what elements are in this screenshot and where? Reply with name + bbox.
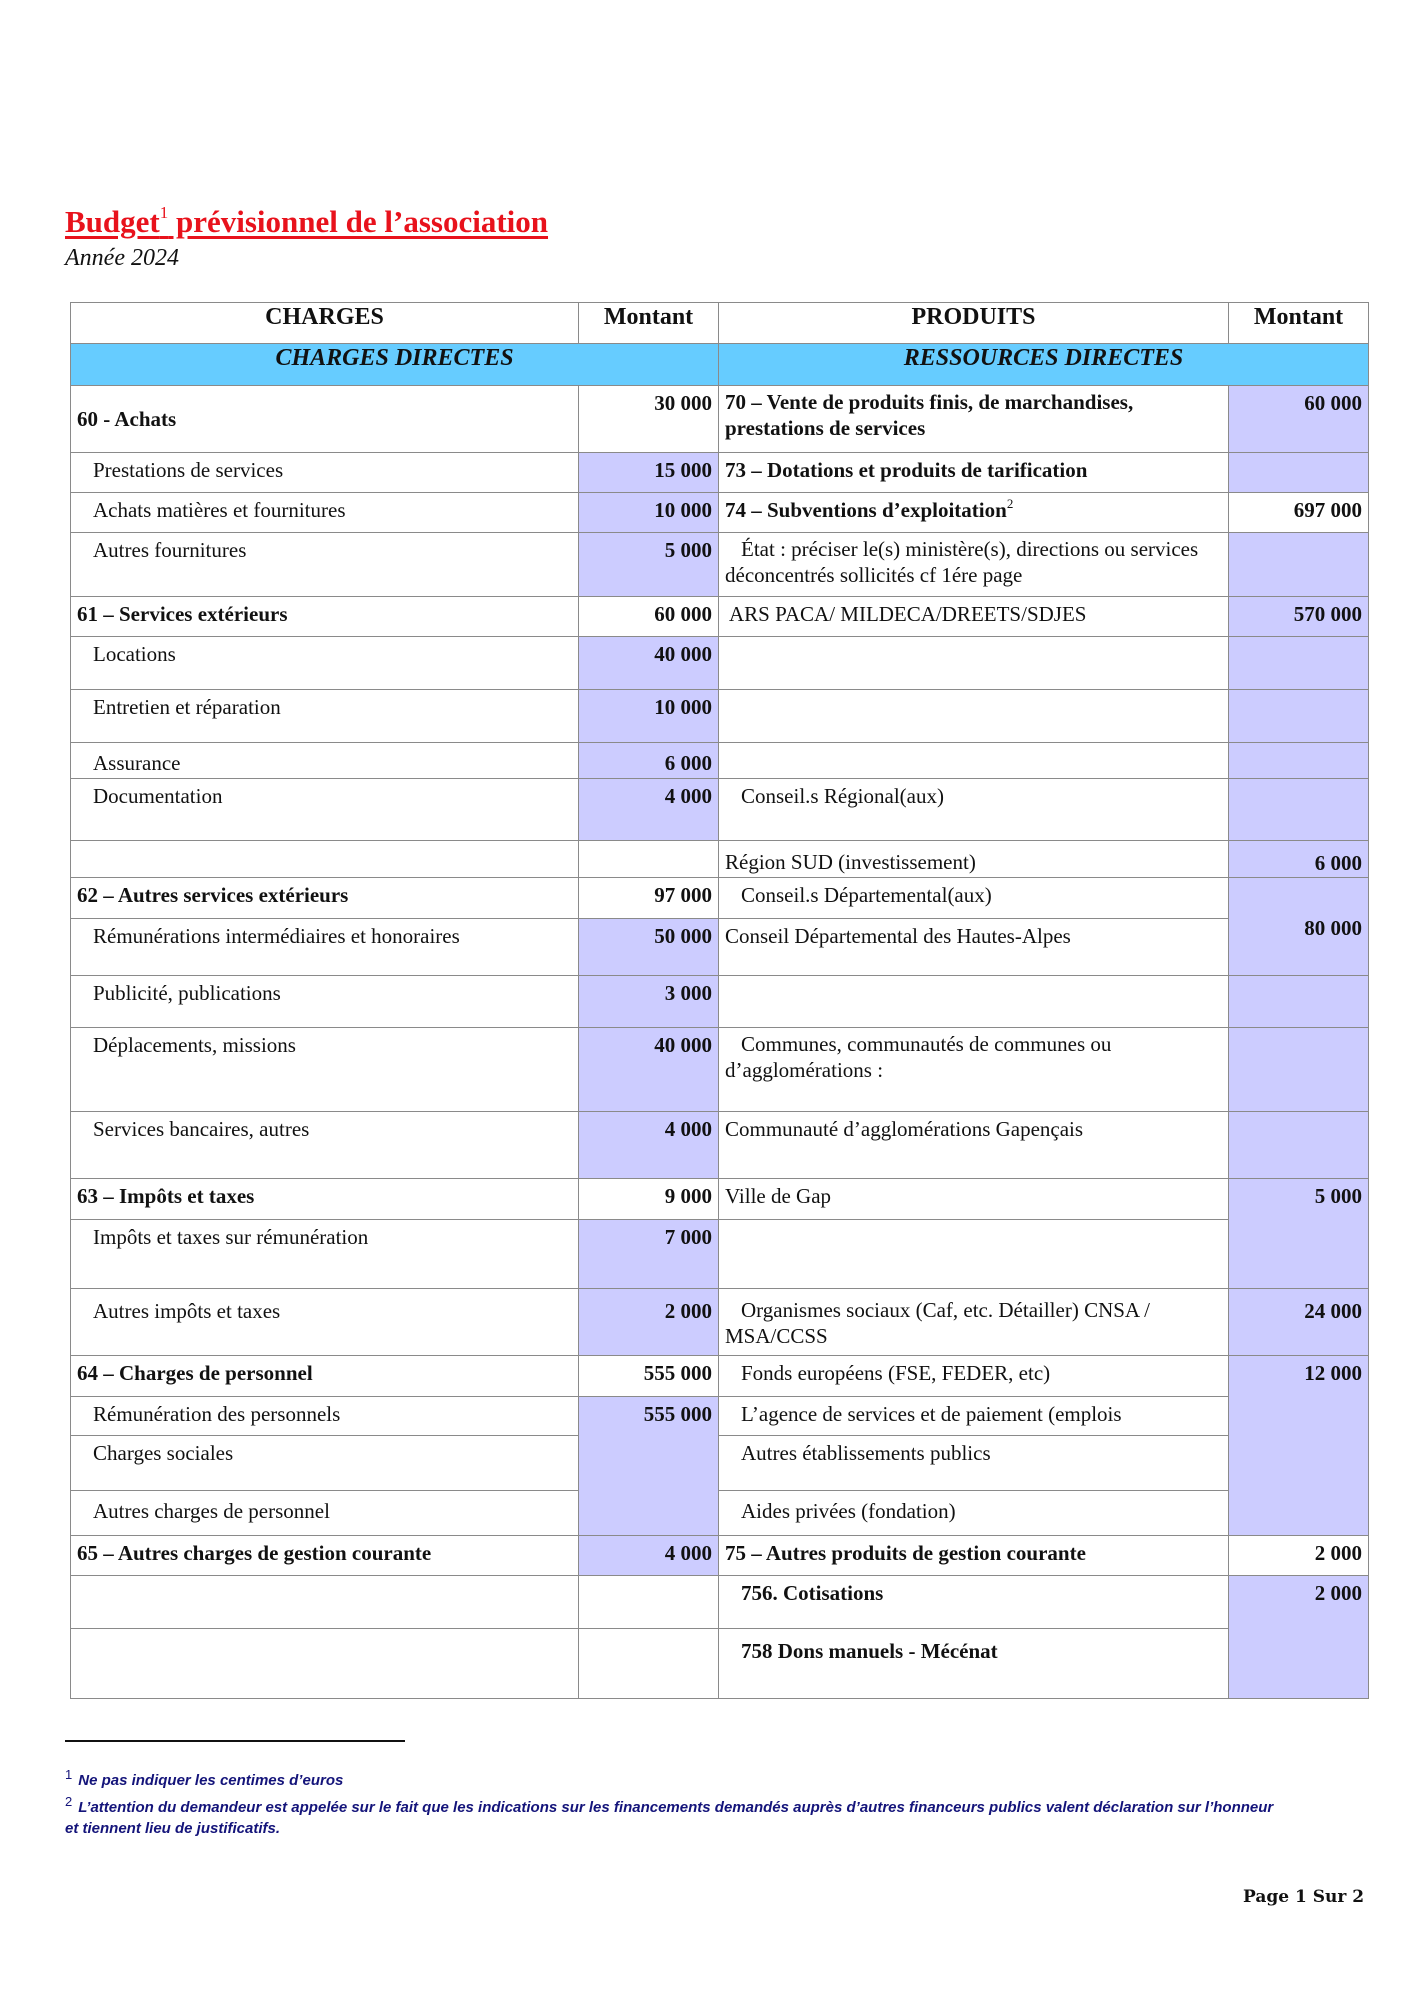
section-charges-directes: CHARGES DIRECTES <box>71 344 719 386</box>
charge-label: Autres fournitures <box>71 533 579 597</box>
produit-amount[interactable] <box>1229 453 1369 493</box>
charge-amount[interactable]: 5 000 <box>579 533 719 597</box>
produit-label: Communauté d’agglomérations Gapençais <box>719 1112 1229 1179</box>
produit-label: 756. Cotisations <box>719 1576 1229 1629</box>
produit-label: L’agence de services et de paiement (emplois <box>719 1397 1229 1436</box>
produit-amount[interactable] <box>1229 779 1369 841</box>
table-row <box>71 1179 1369 1220</box>
charge-label: Charges sociales <box>71 1436 579 1491</box>
table-row <box>71 1289 1369 1356</box>
charge-label: Rémunération des personnels <box>71 1397 579 1436</box>
produit-label: Aides privées (fondation) <box>719 1491 1229 1536</box>
table-row <box>71 1220 1369 1289</box>
footnote-2 <box>65 1794 1274 1818</box>
footnote-1 <box>65 1767 344 1791</box>
charge-label: Rémunérations intermédiaires et honoraires <box>71 919 579 976</box>
header-produits-montant: Montant <box>1229 303 1369 344</box>
table-row <box>71 1112 1369 1179</box>
document-title <box>65 204 548 240</box>
produit-label: 70 – Vente de produits finis, de marchandises, prestations de services <box>719 386 1229 453</box>
produit-amount[interactable] <box>1229 976 1369 1028</box>
footnote-1-text: Ne pas indiquer les centimes d’euros <box>78 1772 344 1789</box>
table-row <box>71 690 1369 743</box>
charge-amount[interactable] <box>579 1629 719 1699</box>
charge-label[interactable] <box>71 841 579 878</box>
charge-amount[interactable]: 30 000 <box>579 386 719 453</box>
produit-label: Conseil Départemental des Hautes-Alpes <box>719 919 1229 976</box>
produit-amount[interactable]: 6 000 <box>1229 841 1369 878</box>
produit-label: Fonds européens (FSE, FEDER, etc) <box>719 1356 1229 1397</box>
produit-amount[interactable]: 24 000 <box>1229 1289 1369 1356</box>
produit-label-text: 74 – Subventions d’exploitation <box>725 498 1007 522</box>
produit-label[interactable] <box>719 637 1229 690</box>
table-row <box>71 841 1369 878</box>
charge-label: Assurance <box>71 743 579 779</box>
table-row <box>71 878 1369 919</box>
table-row <box>71 743 1369 779</box>
table-row <box>71 1576 1369 1629</box>
charge-label: 62 – Autres services extérieurs <box>71 878 579 919</box>
table-row <box>71 919 1369 976</box>
charge-label: 61 – Services extérieurs <box>71 597 579 637</box>
charge-label[interactable] <box>71 1576 579 1629</box>
budget-table <box>70 302 1369 1699</box>
produit-label: Communes, communautés de communes ou d’agglomérations : <box>719 1028 1229 1112</box>
charge-amount[interactable]: 555 000 <box>579 1356 719 1397</box>
charge-amount[interactable]: 2 000 <box>579 1289 719 1356</box>
produit-label: Ville de Gap <box>719 1179 1229 1220</box>
table-row <box>71 779 1369 841</box>
charge-amount[interactable]: 40 000 <box>579 637 719 690</box>
table-row <box>71 976 1369 1028</box>
produit-label[interactable] <box>719 976 1229 1028</box>
section-ressources-directes: RESSOURCES DIRECTES <box>719 344 1369 386</box>
produit-label[interactable] <box>719 743 1229 779</box>
charge-label: Locations <box>71 637 579 690</box>
table-row <box>71 493 1369 533</box>
produit-amount[interactable]: 2 000 <box>1229 1576 1369 1699</box>
charge-label: Déplacements, missions <box>71 1028 579 1112</box>
title-footnote-ref[interactable]: 1 <box>159 203 169 222</box>
produit-amount[interactable] <box>1229 533 1369 597</box>
charge-label: 64 – Charges de personnel <box>71 1356 579 1397</box>
charge-amount[interactable]: 60 000 <box>579 597 719 637</box>
header-charges: CHARGES <box>71 303 579 344</box>
charge-label: Prestations de services <box>71 453 579 493</box>
produit-label[interactable] <box>719 690 1229 743</box>
produit-label: Conseil.s Départemental(aux) <box>719 878 1229 919</box>
charge-amount[interactable]: 50 000 <box>579 919 719 976</box>
produit-amount[interactable]: 12 000 <box>1229 1356 1369 1536</box>
produit-amount[interactable]: 80 000 <box>1229 878 1369 976</box>
table-row <box>71 1397 1369 1436</box>
charge-label: Autres impôts et taxes <box>71 1289 579 1356</box>
charge-amount[interactable] <box>579 841 719 878</box>
produit-amount[interactable] <box>1229 637 1369 690</box>
charge-label: Autres charges de personnel <box>71 1491 579 1536</box>
footnote-2-text: L’attention du demandeur est appelée sur le fait que les indications sur les financements demandés auprès d’autres financeurs publics valent déclaration sur l’honneur <box>78 1799 1274 1816</box>
charge-label: Achats matières et fournitures <box>71 493 579 533</box>
title-rest: prévisionnel de l’association <box>168 204 549 239</box>
charge-amount[interactable]: 10 000 <box>579 493 719 533</box>
produit-label: 75 – Autres produits de gestion courante <box>719 1536 1229 1576</box>
table-row <box>71 637 1369 690</box>
produit-amount[interactable] <box>1229 1112 1369 1179</box>
footnote-ref[interactable]: 2 <box>1006 496 1014 511</box>
produit-amount[interactable]: 2 000 <box>1229 1536 1369 1576</box>
charge-label: Impôts et taxes sur rémunération <box>71 1220 579 1289</box>
charge-label: Services bancaires, autres <box>71 1112 579 1179</box>
charge-amount[interactable]: 7 000 <box>579 1220 719 1289</box>
charge-label: Entretien et réparation <box>71 690 579 743</box>
header-produits: PRODUITS <box>719 303 1229 344</box>
footnote-2-number: 2 <box>65 1794 73 1809</box>
footnote-separator <box>65 1740 405 1742</box>
charge-amount[interactable]: 4 000 <box>579 1112 719 1179</box>
produit-amount[interactable]: 570 000 <box>1229 597 1369 637</box>
charge-amount[interactable]: 3 000 <box>579 976 719 1028</box>
produit-label: Région SUD (investissement) <box>719 841 1229 878</box>
table-row <box>71 1028 1369 1112</box>
table-row <box>71 453 1369 493</box>
charge-amount[interactable]: 555 000 <box>579 1397 719 1536</box>
produit-label: Autres établissements publics <box>719 1436 1229 1491</box>
produit-amount[interactable]: 60 000 <box>1229 386 1369 453</box>
table-row <box>71 597 1369 637</box>
produit-label: État : préciser le(s) ministère(s), directions ou services déconcentrés sollicités cf 1ére page <box>719 533 1229 597</box>
charge-label: 65 – Autres charges de gestion courante <box>71 1536 579 1576</box>
charge-amount[interactable]: 6 000 <box>579 743 719 779</box>
table-row <box>71 1536 1369 1576</box>
charge-amount[interactable]: 97 000 <box>579 878 719 919</box>
charge-label: Publicité, publications <box>71 976 579 1028</box>
produit-amount[interactable]: 5 000 <box>1229 1179 1369 1289</box>
charge-label[interactable] <box>71 1629 579 1699</box>
table-row <box>71 1436 1369 1491</box>
produit-amount[interactable] <box>1229 690 1369 743</box>
header-charges-montant: Montant <box>579 303 719 344</box>
section-row <box>71 344 1369 386</box>
table-row <box>71 1491 1369 1536</box>
produit-label[interactable] <box>719 1220 1229 1289</box>
table-row <box>71 1356 1369 1397</box>
charge-amount[interactable] <box>579 1576 719 1629</box>
footnote-2-continued: et tiennent lieu de justificatifs. <box>65 1820 281 1837</box>
table-header-row <box>71 303 1369 344</box>
produit-label: Conseil.s Régional(aux) <box>719 779 1229 841</box>
charge-amount[interactable]: 15 000 <box>579 453 719 493</box>
document-year: Année 2024 <box>65 245 179 271</box>
charge-amount[interactable]: 4 000 <box>579 779 719 841</box>
charge-amount[interactable]: 10 000 <box>579 690 719 743</box>
produit-amount[interactable] <box>1229 1028 1369 1112</box>
charge-label: Documentation <box>71 779 579 841</box>
produit-label: ARS PACA/ MILDECA/DREETS/SDJES <box>719 597 1229 637</box>
charge-amount[interactable]: 4 000 <box>579 1536 719 1576</box>
produit-amount[interactable]: 697 000 <box>1229 493 1369 533</box>
produit-label: 758 Dons manuels - Mécénat <box>719 1629 1229 1699</box>
title-main: Budget <box>65 204 160 239</box>
footnote-1-number: 1 <box>65 1767 73 1782</box>
produit-label: Organismes sociaux (Caf, etc. Détailler) CNSA / MSA/CCSS <box>719 1289 1229 1356</box>
charge-label: 63 – Impôts et taxes <box>71 1179 579 1220</box>
table-row <box>71 533 1369 597</box>
page-number: Page 1 Sur 2 <box>1243 1887 1365 1907</box>
produit-label: 73 – Dotations et produits de tarification <box>719 453 1229 493</box>
produit-label <box>719 493 1229 533</box>
charge-label: 60 - Achats <box>71 386 579 453</box>
table-row <box>71 386 1369 453</box>
produit-amount[interactable] <box>1229 743 1369 779</box>
table-row <box>71 1629 1369 1699</box>
charge-amount[interactable]: 9 000 <box>579 1179 719 1220</box>
charge-amount[interactable]: 40 000 <box>579 1028 719 1112</box>
